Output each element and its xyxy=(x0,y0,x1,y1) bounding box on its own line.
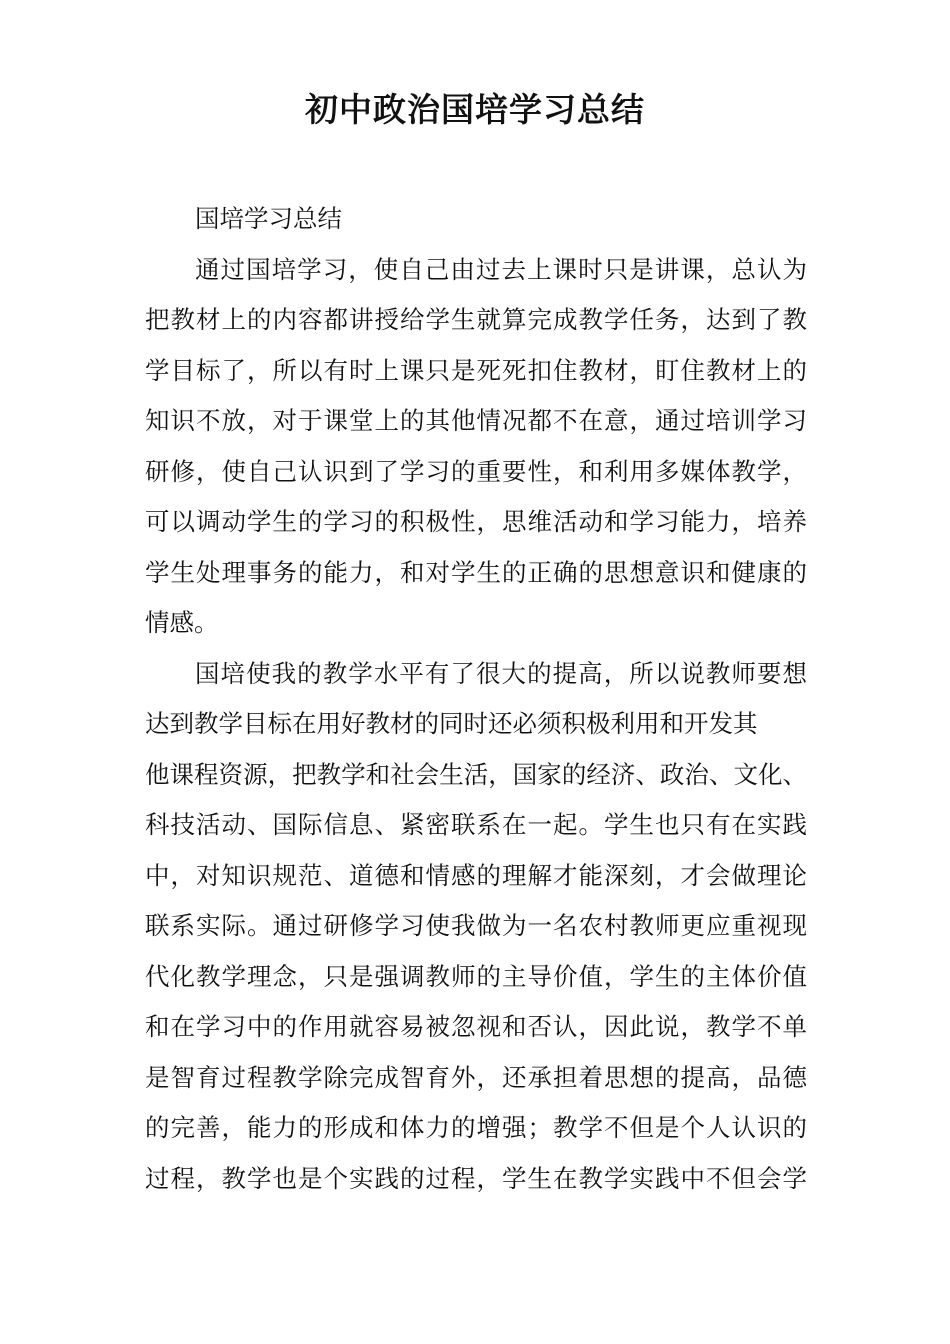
document-body xyxy=(145,194,807,1204)
paragraph-line: 研修，使自己认识到了学习的重要性，和利用多媒体教学， xyxy=(145,456,807,486)
paragraph-line: 达到教学目标在用好教材的同时还必须积极利用和开发其 xyxy=(145,709,758,738)
paragraph-line: 把教材上的内容都讲授给学生就算完成教学任务，达到了教 xyxy=(145,305,807,334)
paragraph-line: 可以调动学生的学习的积极性，思维活动和学习能力，培养 xyxy=(145,507,807,536)
paragraph-line: 学目标了，所以有时上课只是死死扣住教材，盯住教材上的 xyxy=(145,355,807,385)
paragraph-line: 代化教学理念，只是强调教师的主导价值，学生的主体价值 xyxy=(145,961,807,991)
paragraph-line: 和在学习中的作用就容易被忽视和否认，因此说，教学不单 xyxy=(145,1012,807,1041)
paragraph-line: 过程，教学也是个实践的过程，学生在教学实践中不但会学 xyxy=(145,1163,807,1193)
paragraph-line: 的完善，能力的形成和体力的增强；教学不但是个人认识的 xyxy=(145,1113,807,1142)
paragraph-line: 他课程资源，把教学和社会生活，国家的经济、政治、文化、 xyxy=(145,759,807,789)
paragraph-line: 知识不放，对于课堂上的其他情况都不在意，通过培训学习 xyxy=(145,406,807,435)
section-heading: 国培学习总结 xyxy=(195,204,342,233)
paragraph-line: 国培使我的教学水平有了很大的提高，所以说教师要想 xyxy=(195,658,807,688)
paragraph-line: 中，对知识规范、道德和情感的理解才能深刻，才会做理论 xyxy=(145,860,807,890)
paragraph-line: 联系实际。通过研修学习使我做为一名农村教师更应重视现 xyxy=(145,911,807,940)
paragraph-line: 学生处理事务的能力，和对学生的正确的思想意识和健康的 xyxy=(145,557,807,587)
paragraph-line: 是智育过程教学除完成智育外，还承担着思想的提高，品德 xyxy=(145,1062,807,1092)
paragraph-line: 通过国培学习，使自己由过去上课时只是讲课，总认为 xyxy=(195,254,807,284)
document-title: 初中政治国培学习总结 xyxy=(305,90,645,129)
paragraph-line: 情感。 xyxy=(145,608,219,637)
paragraph-line: 科技活动、国际信息、紧密联系在一起。学生也只有在实践 xyxy=(145,810,807,839)
